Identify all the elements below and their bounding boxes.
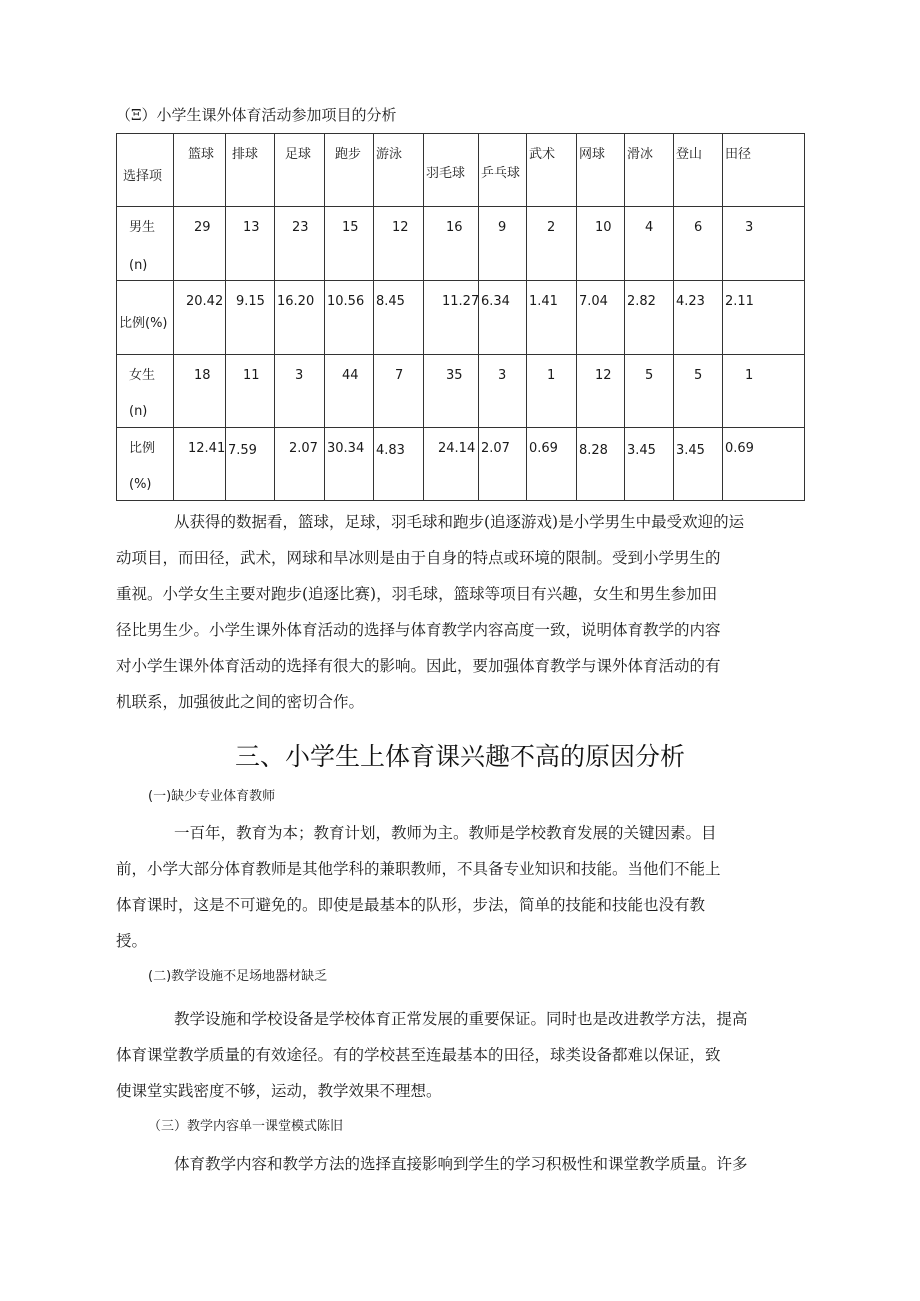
table-cell: 12: [595, 368, 612, 383]
subsection-heading-2: (二)教学设施不足场地器材缺乏: [148, 969, 328, 984]
col-header: 羽毛球: [426, 166, 466, 181]
col-header: 滑冰: [627, 147, 654, 162]
table-cell: 5: [645, 368, 654, 383]
table-cell: 4.23: [676, 294, 705, 309]
table-cell: 35: [446, 368, 463, 383]
table-cell: 16.20: [277, 294, 315, 309]
table-cell: 23: [292, 220, 309, 235]
table-cell: 3.45: [676, 443, 705, 458]
table-row-girls-ratio: [117, 428, 805, 501]
section-title: 三、小学生上体育课兴趣不高的原因分析: [234, 742, 685, 771]
row-label-sub: (%): [129, 477, 152, 492]
col-header: 篮球: [188, 147, 215, 162]
table-cell: 2.07: [481, 441, 510, 456]
table-cell: 10.56: [327, 294, 365, 309]
row-label: 比例(%): [119, 316, 168, 331]
row-label: 男生: [129, 220, 156, 235]
table-cell: 9.15: [236, 294, 265, 309]
table-cell: 7.59: [228, 443, 257, 458]
table-cell: 13: [243, 220, 260, 235]
table-cell: 15: [342, 220, 359, 235]
row-label: 比例: [129, 441, 156, 456]
table-cell: 8.45: [376, 294, 405, 309]
table-cell: 0.69: [725, 441, 754, 456]
row-label-sub: (n): [129, 404, 148, 419]
table-cell: 10: [595, 220, 612, 235]
table-cell: 2.07: [289, 441, 318, 456]
table-cell: 1.41: [529, 294, 558, 309]
table-row-girls-count: [117, 355, 805, 428]
table-cell: 44: [342, 368, 359, 383]
header-label: 选择项: [123, 169, 163, 184]
col-header: 网球: [579, 147, 606, 162]
table-cell: 12.41: [188, 441, 226, 456]
table-cell: 4.83: [376, 443, 405, 458]
table-cell: 11.27: [442, 294, 480, 309]
table-cell: 0.69: [529, 441, 558, 456]
table-cell: 24.14: [438, 441, 476, 456]
col-header: 武术: [529, 147, 556, 162]
col-header: 跑步: [335, 147, 362, 162]
col-header: 登山: [676, 147, 703, 162]
table-cell: 2: [547, 220, 556, 235]
table-cell: 16: [446, 220, 463, 235]
activity-table: [116, 133, 805, 501]
table-cell: 4: [645, 220, 654, 235]
table-cell: 7.04: [579, 294, 608, 309]
table-cell: 30.34: [327, 441, 365, 456]
subsection-heading-1: (一)缺少专业体育教师: [148, 789, 276, 804]
table-cell: 3.45: [627, 443, 656, 458]
table-row-boys-ratio: [117, 281, 805, 355]
row-label-sub: (n): [129, 258, 148, 273]
table-cell: 6.34: [481, 294, 510, 309]
table-cell: 11: [243, 368, 260, 383]
table-cell: 3: [745, 220, 754, 235]
table-cell: 20.42: [186, 294, 224, 309]
table-caption: （Ξ）小学生课外体育活动参加项目的分析: [116, 106, 397, 124]
table-cell: 5: [694, 368, 703, 383]
table-cell: 29: [194, 220, 211, 235]
row-label: 女生: [129, 368, 156, 383]
table-cell: 8.28: [579, 443, 608, 458]
table-cell: 3: [498, 368, 507, 383]
table-cell: 7: [395, 368, 404, 383]
subsection-heading-3: （三）教学内容单一课堂模式陈旧: [148, 1119, 344, 1134]
table-cell: 12: [392, 220, 409, 235]
col-header: 游泳: [376, 147, 403, 162]
table-row-boys-count: [117, 207, 805, 281]
table-header-row: [117, 134, 805, 207]
table-cell: 2.82: [627, 294, 656, 309]
table-cell: 6: [694, 220, 703, 235]
col-header: 足球: [285, 147, 312, 162]
col-header: 乒乓球: [481, 166, 521, 181]
table-cell: 1: [547, 368, 556, 383]
table-cell: 9: [498, 220, 507, 235]
table-cell: 18: [194, 368, 211, 383]
col-header: 排球: [232, 147, 259, 162]
table-cell: 3: [295, 368, 304, 383]
table-cell: 2.11: [725, 294, 754, 309]
col-header: 田径: [725, 147, 752, 162]
table-cell: 1: [745, 368, 754, 383]
